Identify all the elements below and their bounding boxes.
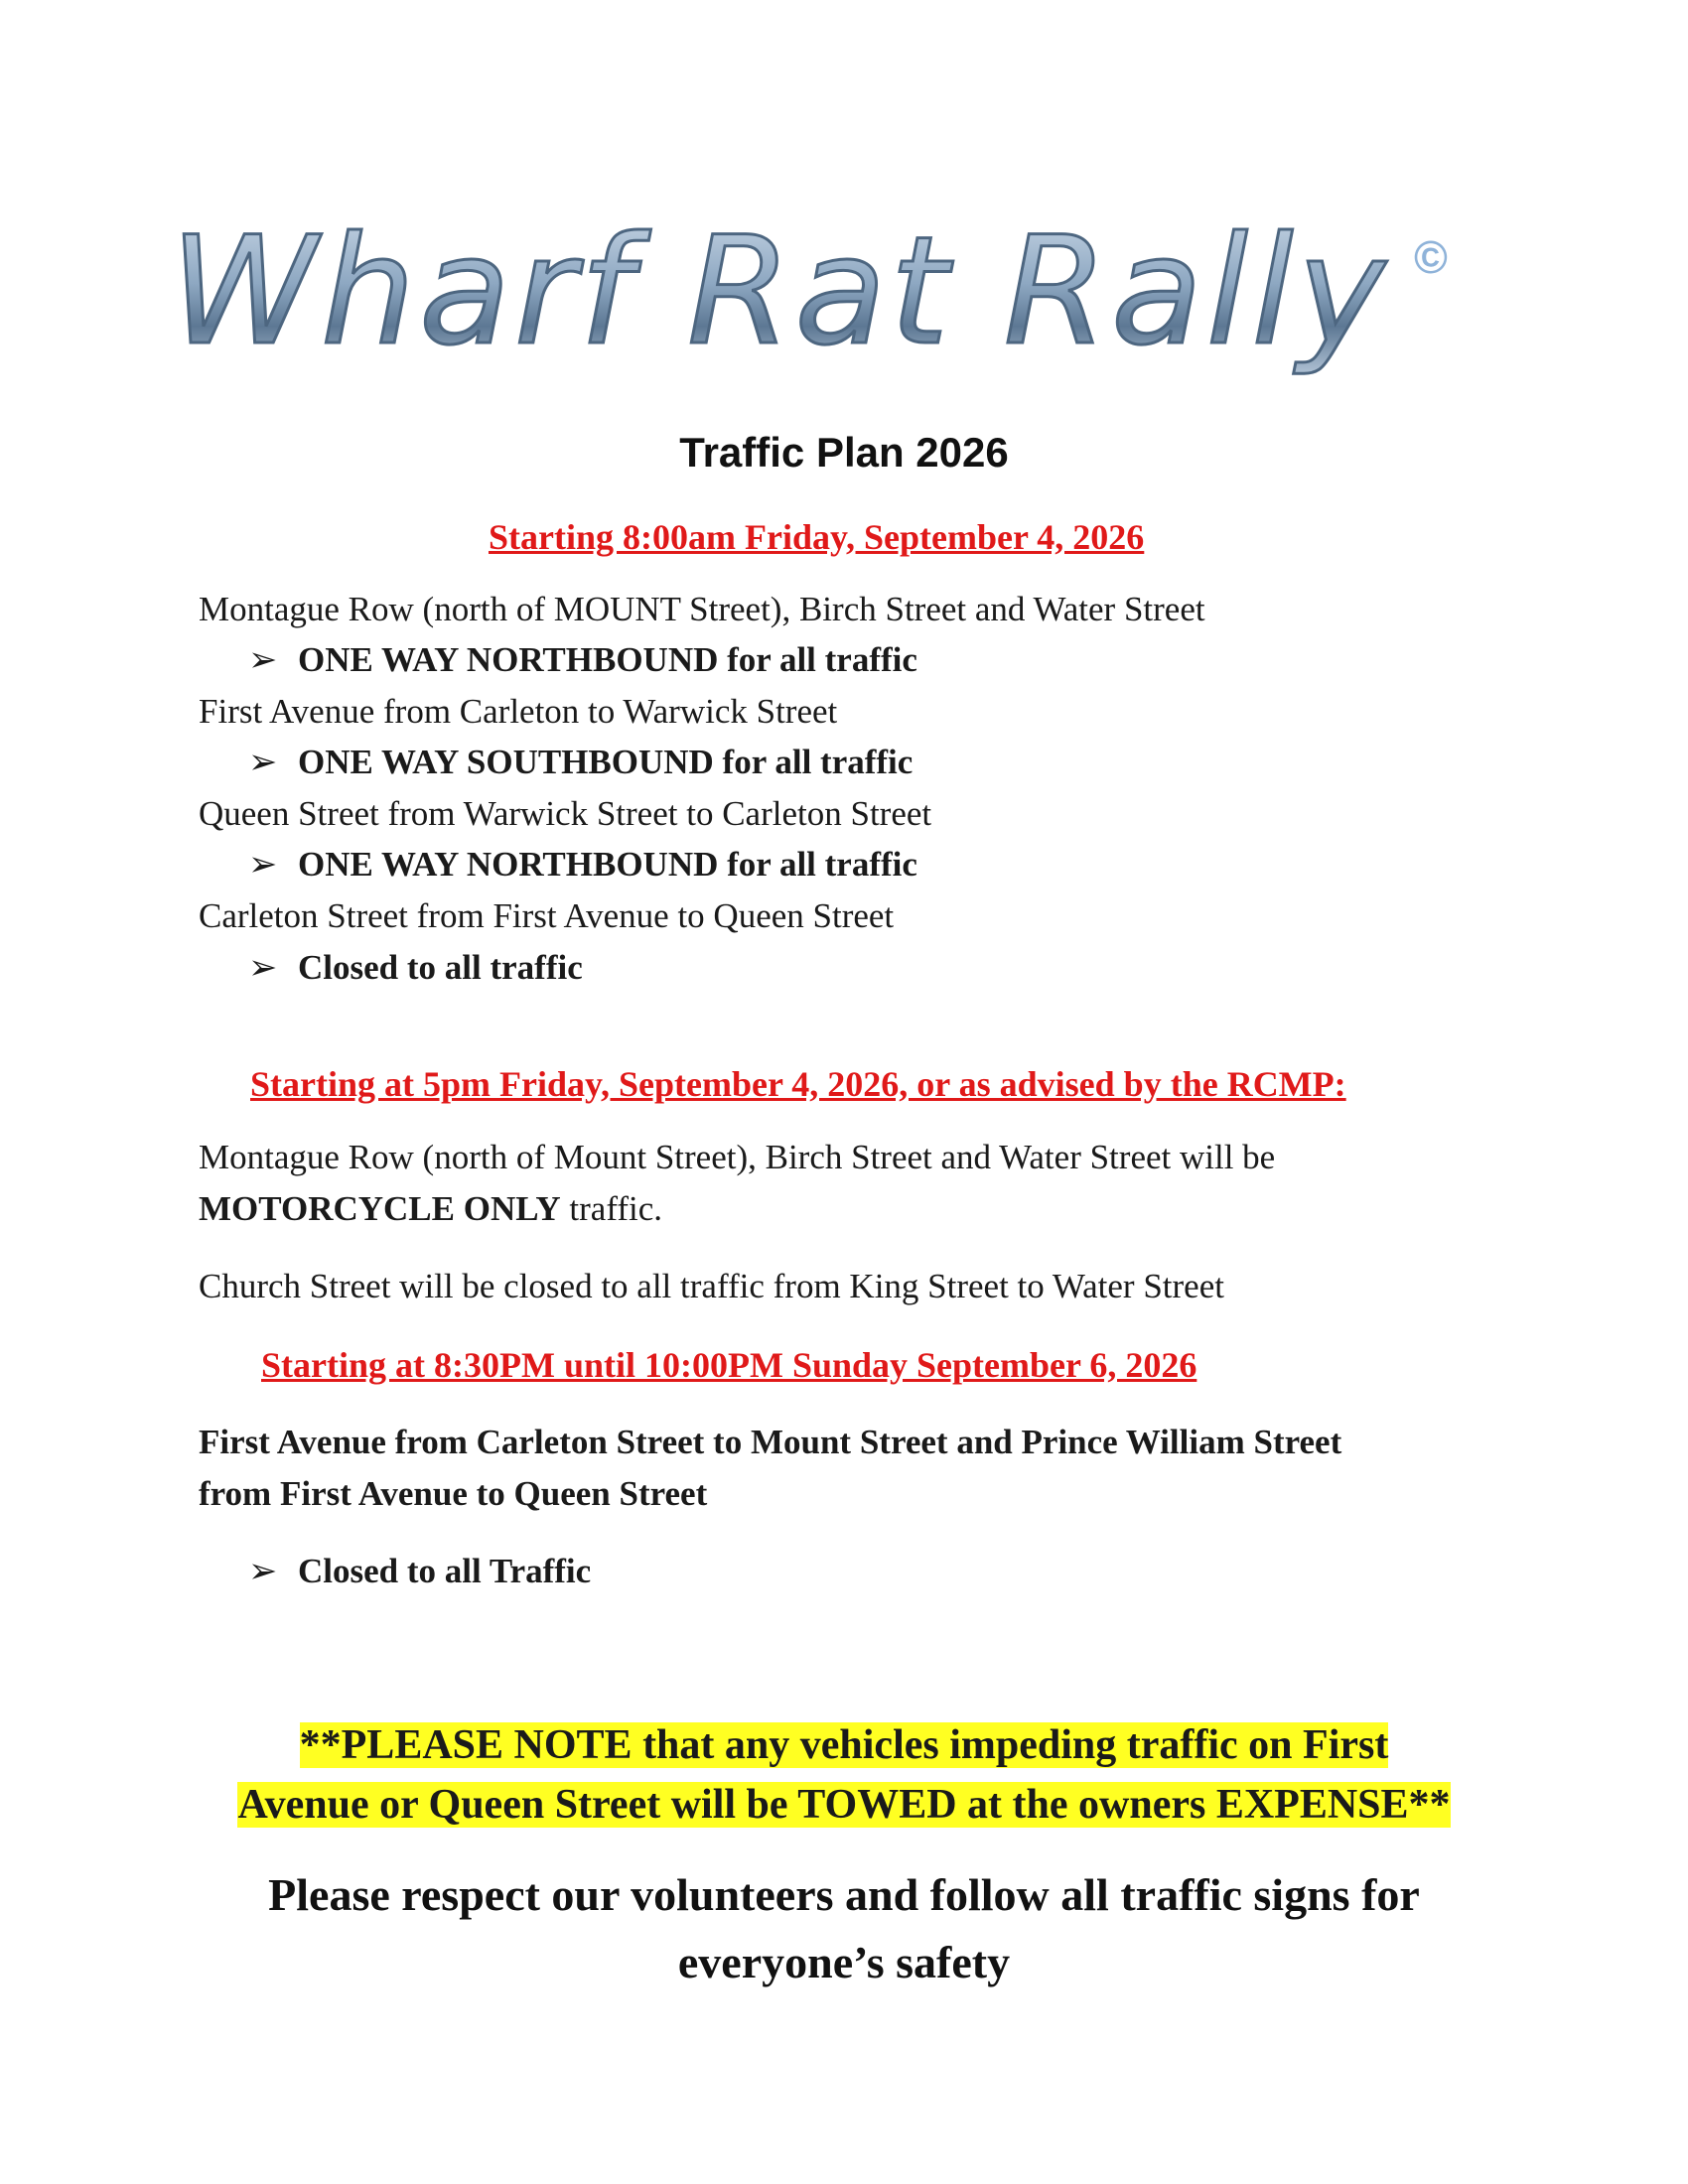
rule-text: ONE WAY NORTHBOUND for all traffic (298, 640, 917, 679)
arrow-bullet-icon: ➢ (248, 948, 278, 987)
motorcycle-only-text: MOTORCYCLE ONLY (199, 1189, 561, 1228)
logo-text: Wharf Rat Rally (169, 205, 1390, 378)
arrow-bullet-icon: ➢ (248, 1552, 278, 1590)
section3-rule (248, 1552, 591, 1591)
section3-line-2: from First Avenue to Queen Street (199, 1474, 708, 1513)
section2-heading: Starting at 5pm Friday, September 4, 2026, or as advised by the RCMP: (250, 1064, 1346, 1104)
closing-message (0, 1861, 1688, 1996)
copyright-symbol: © (1414, 231, 1448, 283)
section1-rule-4 (248, 948, 583, 988)
notice-line-1: **PLEASE NOTE that any vehicles impeding traffic on First (299, 1722, 1389, 1768)
rule-text: Closed to all traffic (298, 948, 583, 987)
section2-line-2 (199, 1189, 662, 1229)
rule-text: ONE WAY SOUTHBOUND for all traffic (298, 743, 914, 781)
section3-line-1: First Avenue from Carleton Street to Mount Street and Prince William Street (199, 1423, 1342, 1461)
rule-text: ONE WAY NORTHBOUND for all traffic (298, 845, 917, 884)
section1-street-1: Montague Row (north of MOUNT Street), Birch Street and Water Street (199, 590, 1205, 628)
section2-line-1: Montague Row (north of Mount Street), Birch Street and Water Street will be (199, 1138, 1276, 1176)
section1-heading: Starting 8:00am Friday, September 4, 2026 (489, 517, 1145, 557)
section1-street-3: Queen Street from Warwick Street to Carleton Street (199, 794, 932, 833)
traffic-text: traffic. (560, 1189, 663, 1228)
arrow-bullet-icon: ➢ (248, 743, 278, 781)
section1-rule-3 (248, 845, 917, 885)
page-title: Traffic Plan 2026 (679, 429, 1009, 476)
section1-rule-1 (248, 640, 917, 680)
section1-street-2: First Avenue from Carleton to Warwick Street (199, 692, 838, 731)
notice-line-2: Avenue or Queen Street will be TOWED at the owners EXPENSE** (237, 1782, 1451, 1828)
logo (169, 194, 1390, 402)
section3-heading: Starting at 8:30PM until 10:00PM Sunday September 6, 2026 (261, 1345, 1197, 1385)
section1-street-4: Carleton Street from First Avenue to Queen Street (199, 896, 895, 935)
closing-line-1: Please respect our volunteers and follow all traffic signs for (268, 1869, 1420, 1920)
section1-rule-2 (248, 743, 913, 782)
rule-text: Closed to all Traffic (298, 1552, 592, 1590)
arrow-bullet-icon: ➢ (248, 845, 278, 884)
arrow-bullet-icon: ➢ (248, 640, 278, 679)
closing-line-2: everyone’s safety (677, 1937, 1011, 1987)
tow-notice (0, 1715, 1688, 1835)
section2-line-3: Church Street will be closed to all traffic from King Street to Water Street (199, 1267, 1224, 1305)
